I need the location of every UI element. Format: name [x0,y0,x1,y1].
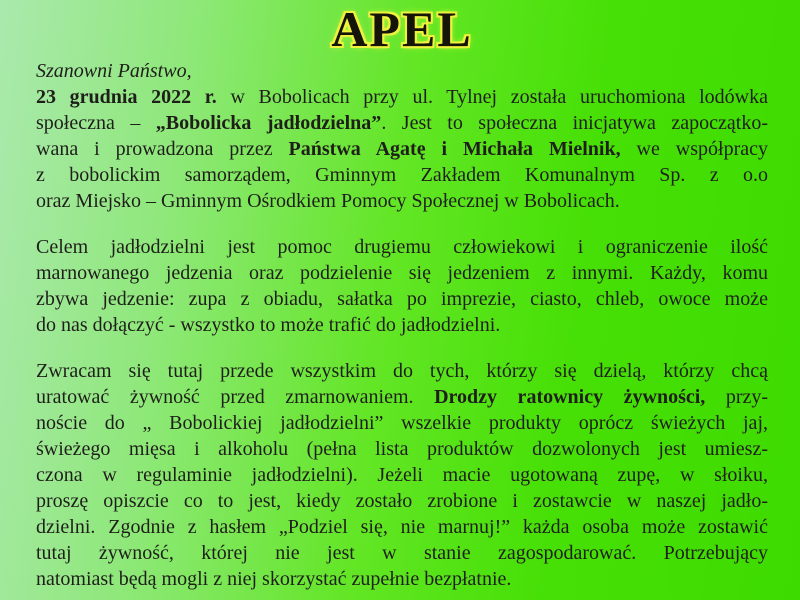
text-line [36,188,768,214]
text-line [36,312,768,338]
text-run: 23 grudnia 2022 r. [36,86,217,108]
text-run: marnowanego jedzenia oraz podzielenie się jedzeniem z innymi. Każdy, komu [36,262,768,284]
text-line [36,514,768,540]
text-run: Drodzy ratownicy żywności, [434,386,706,408]
text-line [36,58,768,84]
text-run: społeczna – [36,112,156,134]
text-run: czona w regulaminie jadłodzielni). Jeżeli macie ugotowaną zupę, w słoiku, [36,464,768,486]
paragraph [36,58,768,214]
text-line [36,136,768,162]
text-run: noście do „ Bobolickiej jadłodzielni” wszelkie produkty oprócz świeżych jaj, [36,412,768,434]
paragraph [36,234,768,338]
document-body [36,58,768,592]
text-run: we współpracy [620,138,768,160]
text-line [36,462,768,488]
text-run: oraz Miejsko – Gminnym Ośrodkiem Pomocy Społecznej w Bobolicach. [36,190,620,212]
text-line [36,410,768,436]
text-line [36,234,768,260]
text-run: „Bobolicka jadłodzielna” [155,112,382,134]
text-run: dzielni. Zgodnie z hasłem „Podziel się, nie marnuj!” każda osoba może zostawić [36,516,768,538]
text-line [36,84,768,110]
text-run: uratować żywność przed zmarnowaniem. [36,386,435,408]
paragraph [36,358,768,592]
text-line [36,358,768,384]
text-run: świeżego mięsa i alkoholu (pełna lista produktów dozwolonych jest umiesz- [36,438,768,460]
text-run: z bobolickim samorządem, Gminnym Zakładem Komunalnym Sp. z o.o [36,164,768,186]
text-run: do nas dołączyć - wszystko to może trafić do jadłodzielni. [36,314,501,336]
text-line [36,162,768,188]
text-run: Celem jadłodzielni jest pomoc drugiemu człowiekowi i ograniczenie ilość [36,236,768,258]
text-line [36,540,768,566]
text-line [36,566,768,592]
text-line [36,384,768,410]
text-run: w Bobolicach przy ul. Tylnej została uruchomiona lodówka [216,86,768,108]
text-run: wana i prowadzona przez [36,138,289,160]
text-run: Zwracam się tutaj przede wszystkim do tych, którzy się dzielą, którzy chcą [36,360,768,382]
text-line [36,436,768,462]
text-line [36,260,768,286]
text-run: proszę opiszcie co to jest, kiedy zostało zrobione i zostawcie w naszej jadło- [36,490,768,512]
text-line [36,110,768,136]
text-run: zbywa jedzenie: zupa z obiadu, sałatka po imprezie, ciasto, chleb, owoce może [36,288,768,310]
text-line [36,488,768,514]
text-run: tutaj żywność, której nie jest w stanie zagospodarować. Potrzebujący [36,542,768,564]
text-run: Państwa Agatę i Michała Mielnik, [288,138,621,160]
text-line [36,286,768,312]
text-run: . Jest to społeczna inicjatywa zapoczątko- [381,112,768,134]
text-run: Szanowni Państwo, [36,60,192,82]
text-run: natomiast będą mogli z niej skorzystać zupełnie bezpłatnie. [36,568,512,590]
text-run: przy- [705,386,769,408]
page-title: APEL [331,1,473,57]
